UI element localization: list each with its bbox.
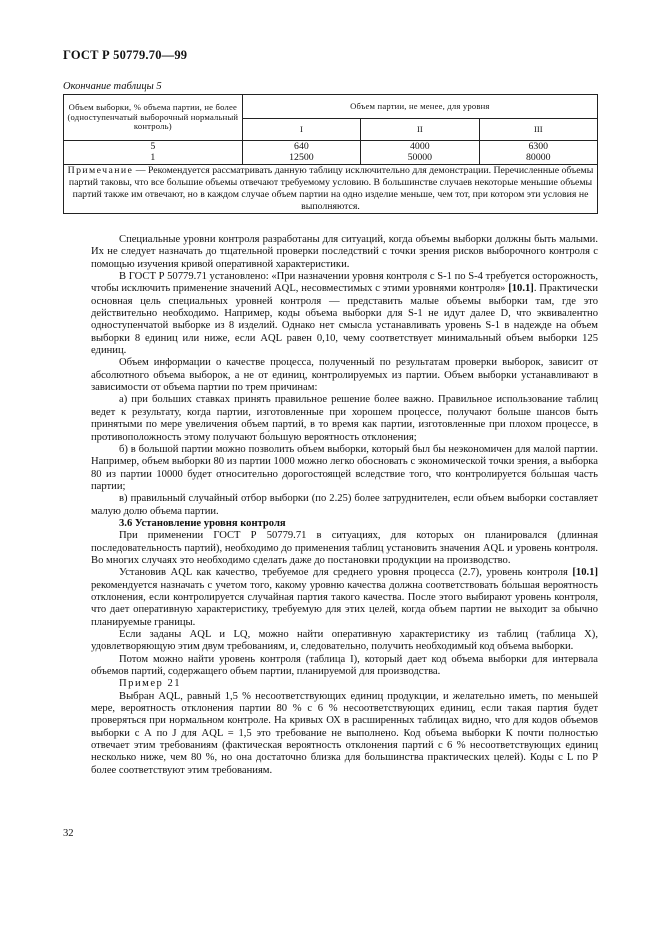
section-title: 3.6 Установление уровня контроля: [119, 517, 286, 529]
percent-value: 5: [150, 140, 156, 152]
body-text: [91, 234, 598, 777]
lot-size-value: 12500: [289, 151, 314, 163]
paragraph-text: В ГОСТ Р 50779.71 установлено: «При назначении уровня контроля с S-1 по S-4 требуется осторожность, чтобы исключить применение значений AQL, несовместимых с этими уровнями контроля»: [91, 271, 598, 295]
table-caption: Окончание таблицы 5: [63, 81, 162, 92]
table-5: [63, 94, 598, 214]
paragraph: Выбран AQL, равный 1,5 % несоответствующих единиц продукции, и желательно иметь, по меньшей мере, вероятность отклонения партии 80 % с 6 % несоответствующих единиц, если такая партия будет проверяться при нормальном контроле. На кривых ОХ в расширенных таблицах видно, что для кодов объемов выборки с А по J для AQL = 1,5 это требование не выполнено. Код объема выборки К почти полностью отвечает этим требованиям (фактическая вероятность отклонения партий с 6 % несоответствующих единиц несколько ниже, чем 80 %, но она достаточно близка для большинства практических целей). Коды с L по Р более соответствуют этим требованиям.: [91, 690, 598, 776]
paragraph-text: Установив AQL как качество, требуемое для среднего уровня процесса (2.7), уровень контроля: [119, 567, 573, 579]
standard-header: ГОСТ Р 50779.70—99: [63, 48, 188, 62]
list-item: а) при больших ставках принять правильное решение более важно. Правильное использование таблиц ведет к результату, когда партии, изготовленные при хорошем процессе, получают больше шансов быть принятыми по мере увеличения объем партий, в то время как партии, изготовленные при плохом процессе, в противоположность этому получают бо́льшую вероятность отклонения;: [91, 394, 598, 443]
level-3-cell: [479, 141, 597, 165]
column-header-lot-size: Объем партии, не менее, для уровня: [242, 95, 597, 119]
paragraph: При применении ГОСТ Р 50779.71 в ситуациях, для которых он планировался (длинная последовательность партий), необходимо до применения таблиц установить значения AQL и уровень контроля. Во многих случаях это необходимо сделать даже до постановки продукции на производство.: [91, 530, 598, 566]
reference-link: [10.1]: [508, 283, 534, 295]
table-data-row: [64, 141, 598, 165]
paragraph: Специальные уровни контроля разработаны для ситуаций, когда объемы выборки должны быть малыми. Их не следует назначать до тщательной проверки последствий с точки зрения рисков выборочного контроля с помощью изучения кривой оперативной характеристики.: [91, 234, 598, 270]
paragraph: Объем информации о качестве процесса, полученный по результатам проверки выборок, зависит от абсолютного объема выборок, а не от единиц, контролируемых из партии. Объем выборки устанавливают в зависимости от объема партии по трем причинам:: [91, 357, 598, 394]
column-header-level-1: I: [242, 119, 360, 141]
note-text: — Рекомендуется рассматривать данную таблицу исключительно для демонстрации. Перечисленные объемы партий таковы, что все большие объемы отвечают требуемому условию. В большинстве случаев некоторые меньшие объемы партий также им отвечают, но в каждом случае объем партии на одно изделие меньше, чем тот, при котором эти условия не выполняются.: [68, 165, 594, 212]
lot-size-value: 50000: [407, 151, 433, 163]
table-note: [64, 165, 598, 214]
column-header-level-3: III: [479, 119, 597, 141]
paragraph-text: рекомендуется назначать с учетом того, какому уровню качества должна соответствовать бо́льшая вероятность отклонения, если контролируется случайная партия такого качества. После этого выбирают уровень контроля, что дает оперативную характеристику, требуемую для этих целей, когда объем партии не выходит за обычно планируемые границы.: [91, 579, 598, 628]
percent-value: 1: [150, 151, 156, 163]
paragraph-text: . Практически основная цель специальных уровней контроля — представить малые объемы выборки там, где это действительно необходимо. Например, коды объема выборки для S-1 не идут далее D, что эквивалентно одноступенчатой выборке из 8 изделий. Однако нет смысла устанавливать уровень S-1 в надежде на объем выборки 8 единиц или ниже, если AQL равен 0,10, чему соответствует минимальный объем выборки 125 единиц.: [91, 283, 598, 357]
note-label: Примечание: [67, 165, 134, 176]
list-item: б) в большой партии можно позволить объем выборки, который был бы неэкономичен для малой партии. Например, объем выборки 80 из партии 1000 можно легко обосновать с экономической точки зрения, а выборка 80 из партии 10000 будет относительно дорогостоящей вследствие того, что контролируется бо́льшая часть партии;: [91, 443, 598, 492]
level-2-cell: [361, 141, 479, 165]
column-header-sample-percent: Объем выборки, % объема партии, не более (одноступенчатый выборочный нормальный контроль): [64, 95, 243, 141]
paragraph: [91, 271, 598, 357]
table-note-row: [64, 165, 598, 214]
lot-size-value: 6300: [528, 140, 549, 152]
paragraph: Если заданы AQL и LQ, можно найти оперативную характеристику из таблиц (таблица X), удовлетворяющую этим двум требованиям, и, следовательно, получить необходимый код объема выборки.: [91, 629, 598, 653]
reference-link: [10.1]: [572, 567, 598, 579]
paragraph: [91, 567, 598, 629]
lot-size-value: 4000: [410, 140, 430, 152]
level-1-cell: [242, 141, 360, 165]
percent-cell: [64, 141, 243, 165]
lot-size-value: 80000: [526, 151, 551, 163]
page-number: 32: [63, 828, 74, 839]
column-header-level-2: II: [361, 119, 479, 141]
list-item: в) правильный случайный отбор выборки (по 2.25) более затруднителен, если объем выборки составляет малую долю объема партии.: [91, 493, 598, 517]
paragraph: Потом можно найти уровень контроля (таблица I), который дает код объема выборки для интервала объемов партий, содержащего объем партии, планируемой для производства.: [91, 653, 598, 678]
example-label: Пример 21: [119, 678, 182, 690]
lot-size-value: 640: [294, 140, 309, 152]
